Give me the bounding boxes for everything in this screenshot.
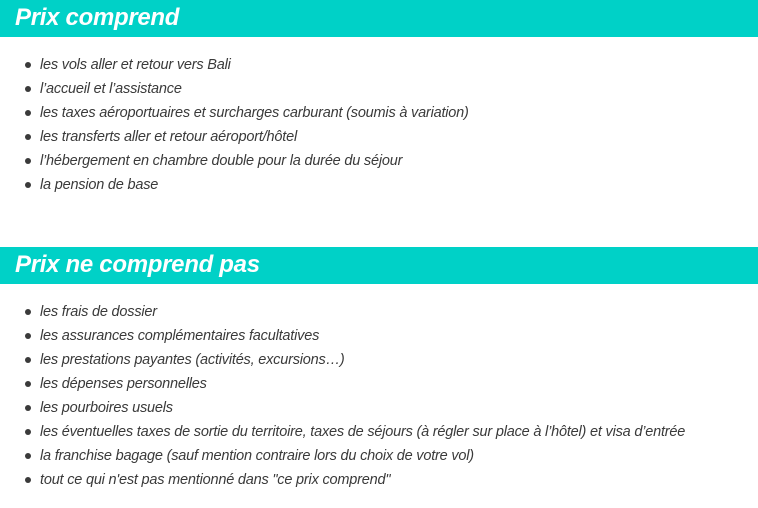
bullet-icon [25,158,31,164]
list-item-text: les transferts aller et retour aéroport/hôtel [40,129,297,145]
bullet-icon [25,453,31,459]
list-item-text: les vols aller et retour vers Bali [40,57,231,73]
list-item-text: les pourboires usuels [40,400,173,416]
list-item-text: les dépenses personnelles [40,376,207,392]
list-item-text: les prestations payantes (activités, excursions…) [40,352,345,368]
excluded-section-title: Prix ne comprend pas [15,251,260,278]
excluded-section-header [0,247,758,284]
list-item [0,372,685,396]
included-section-title: Prix comprend [15,4,180,31]
list-item [0,149,469,173]
bullet-icon [25,62,31,68]
bullet-icon [25,357,31,363]
list-item [0,420,685,444]
list-item [0,468,685,492]
bullet-icon [25,381,31,387]
list-item-text: les éventuelles taxes de sortie du territoire, taxes de séjours (à régler sur place à l’hôtel) et visa d’entrée [40,424,686,440]
list-item [0,77,469,101]
bullet-icon [25,309,31,315]
bullet-icon [25,86,31,92]
list-item [0,300,685,324]
list-item-text: l’hébergement en chambre double pour la durée du séjour [40,153,403,169]
list-item [0,101,469,125]
list-item-text: les frais de dossier [40,304,157,320]
list-item-text: l’accueil et l’assistance [40,81,182,97]
list-item [0,396,685,420]
list-item [0,444,685,468]
list-item [0,348,685,372]
bullet-icon [25,333,31,339]
bullet-icon [25,405,31,411]
included-items-list [0,53,469,197]
list-item-text: tout ce qui n'est pas mentionné dans "ce prix comprend" [40,472,391,488]
list-item-text: les taxes aéroportuaires et surcharges carburant (soumis à variation) [40,105,469,121]
bullet-icon [25,429,31,435]
list-item-text: la franchise bagage (sauf mention contraire lors du choix de votre vol) [40,448,474,464]
list-item [0,173,469,197]
bullet-icon [25,134,31,140]
bullet-icon [25,182,31,188]
list-item-text: la pension de base [40,177,159,193]
included-section-header [0,0,758,37]
list-item [0,324,685,348]
list-item [0,125,469,149]
bullet-icon [25,110,31,116]
bullet-icon [25,477,31,483]
list-item-text: les assurances complémentaires facultatives [40,328,320,344]
list-item [0,53,469,77]
excluded-items-list [0,300,685,492]
